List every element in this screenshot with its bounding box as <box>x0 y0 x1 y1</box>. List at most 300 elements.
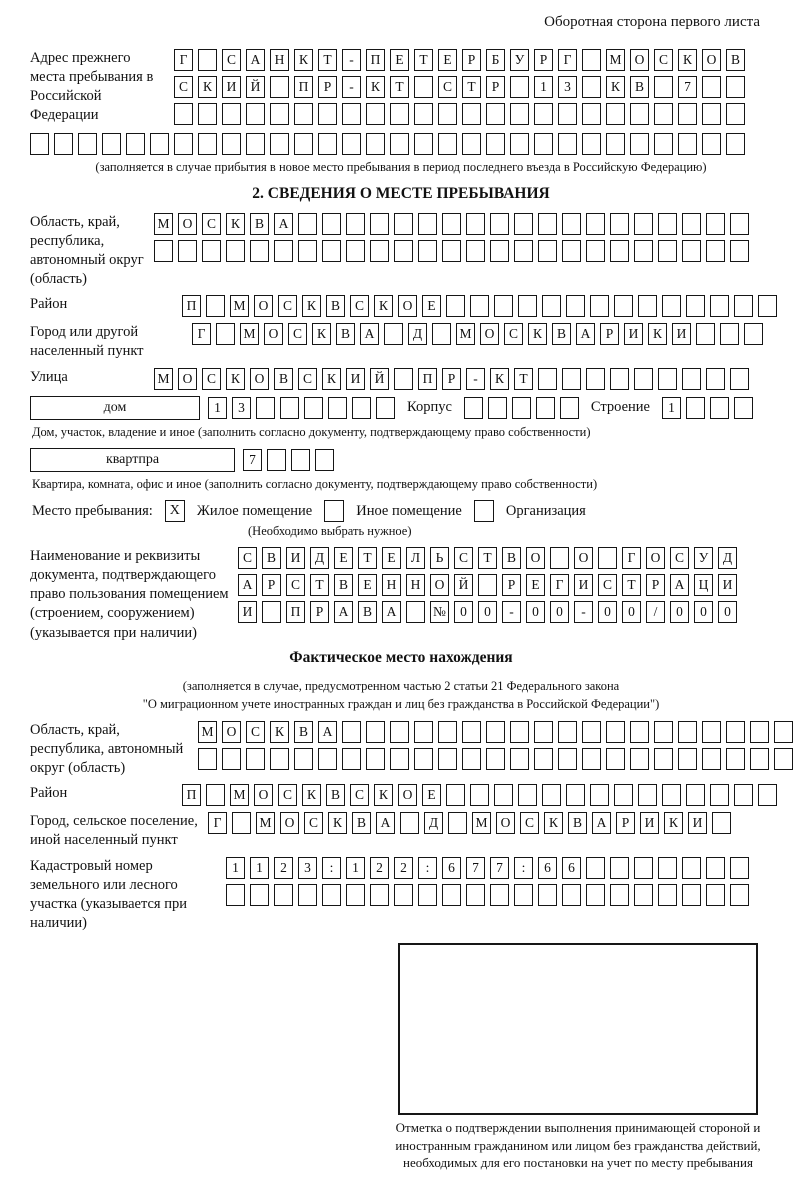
form-cell[interactable] <box>462 133 481 155</box>
form-cell[interactable]: 0 <box>622 601 641 623</box>
form-cell[interactable]: К <box>528 323 547 345</box>
form-cell[interactable]: 2 <box>274 857 293 879</box>
form-cell[interactable] <box>682 240 701 262</box>
form-cell[interactable] <box>562 213 581 235</box>
form-cell[interactable] <box>318 103 337 125</box>
form-cell[interactable]: Р <box>486 76 505 98</box>
form-cell[interactable] <box>630 721 649 743</box>
form-cell[interactable] <box>630 133 649 155</box>
form-cell[interactable] <box>606 748 625 770</box>
form-cell[interactable]: Т <box>478 547 497 569</box>
form-cell[interactable] <box>534 103 553 125</box>
form-cell[interactable] <box>706 857 725 879</box>
form-cell[interactable] <box>558 133 577 155</box>
form-cell[interactable]: 0 <box>478 601 497 623</box>
form-cell[interactable] <box>662 295 681 317</box>
form-cell[interactable]: О <box>178 368 197 390</box>
form-cell[interactable] <box>322 213 341 235</box>
form-cell[interactable]: Д <box>718 547 737 569</box>
form-cell[interactable] <box>696 323 715 345</box>
form-cell[interactable] <box>510 103 529 125</box>
form-cell[interactable] <box>566 295 585 317</box>
form-cell[interactable] <box>710 397 729 419</box>
form-cell[interactable] <box>198 133 217 155</box>
form-cell[interactable] <box>206 295 225 317</box>
form-cell[interactable] <box>30 133 49 155</box>
form-cell[interactable] <box>486 748 505 770</box>
form-cell[interactable] <box>280 397 299 419</box>
form-cell[interactable] <box>376 397 395 419</box>
form-cell[interactable]: Г <box>622 547 641 569</box>
form-cell[interactable]: Е <box>382 547 401 569</box>
form-cell[interactable]: В <box>358 601 377 623</box>
form-cell[interactable] <box>390 133 409 155</box>
form-cell[interactable] <box>534 721 553 743</box>
form-cell[interactable]: 6 <box>442 857 461 879</box>
form-cell[interactable] <box>510 133 529 155</box>
form-cell[interactable] <box>494 784 513 806</box>
form-cell[interactable] <box>536 397 555 419</box>
form-cell[interactable] <box>270 76 289 98</box>
form-cell[interactable] <box>582 748 601 770</box>
form-cell[interactable] <box>342 721 361 743</box>
checkbox-other-premises[interactable] <box>324 500 344 522</box>
form-cell[interactable] <box>562 884 581 906</box>
form-cell[interactable]: Г <box>208 812 227 834</box>
form-cell[interactable] <box>562 240 581 262</box>
form-cell[interactable]: М <box>240 323 259 345</box>
form-cell[interactable] <box>558 103 577 125</box>
form-cell[interactable] <box>514 213 533 235</box>
form-cell[interactable] <box>510 721 529 743</box>
form-cell[interactable] <box>256 397 275 419</box>
form-cell[interactable]: И <box>286 547 305 569</box>
form-cell[interactable]: Б <box>486 49 505 71</box>
form-cell[interactable] <box>730 857 749 879</box>
form-cell[interactable] <box>394 240 413 262</box>
form-cell[interactable]: В <box>336 323 355 345</box>
form-cell[interactable] <box>246 748 265 770</box>
form-cell[interactable] <box>658 857 677 879</box>
form-cell[interactable] <box>390 748 409 770</box>
form-cell[interactable]: 2 <box>394 857 413 879</box>
form-cell[interactable]: С <box>286 574 305 596</box>
form-cell[interactable] <box>270 133 289 155</box>
form-cell[interactable] <box>462 103 481 125</box>
form-cell[interactable] <box>366 103 385 125</box>
form-cell[interactable] <box>702 103 721 125</box>
form-cell[interactable] <box>298 213 317 235</box>
form-cell[interactable] <box>634 884 653 906</box>
form-cell[interactable] <box>630 748 649 770</box>
form-cell[interactable] <box>678 133 697 155</box>
form-cell[interactable]: С <box>288 323 307 345</box>
form-cell[interactable] <box>710 784 729 806</box>
form-cell[interactable] <box>678 748 697 770</box>
form-cell[interactable] <box>206 784 225 806</box>
form-cell[interactable]: В <box>552 323 571 345</box>
form-cell[interactable] <box>298 884 317 906</box>
form-cell[interactable] <box>366 721 385 743</box>
form-cell[interactable]: А <box>360 323 379 345</box>
form-cell[interactable]: И <box>718 574 737 596</box>
form-cell[interactable] <box>610 213 629 235</box>
form-cell[interactable]: Ц <box>694 574 713 596</box>
form-cell[interactable] <box>262 601 281 623</box>
form-cell[interactable]: С <box>278 784 297 806</box>
form-cell[interactable]: К <box>302 295 321 317</box>
form-cell[interactable]: 0 <box>526 601 545 623</box>
form-cell[interactable]: Р <box>646 574 665 596</box>
form-cell[interactable] <box>654 133 673 155</box>
form-cell[interactable] <box>478 574 497 596</box>
form-cell[interactable] <box>466 884 485 906</box>
form-cell[interactable] <box>490 240 509 262</box>
form-cell[interactable]: В <box>326 784 345 806</box>
form-cell[interactable] <box>370 884 389 906</box>
form-cell[interactable]: К <box>328 812 347 834</box>
form-cell[interactable]: С <box>222 49 241 71</box>
form-cell[interactable] <box>720 323 739 345</box>
form-cell[interactable]: В <box>334 574 353 596</box>
form-cell[interactable]: И <box>624 323 643 345</box>
form-cell[interactable]: 1 <box>346 857 365 879</box>
form-cell[interactable]: С <box>278 295 297 317</box>
form-cell[interactable]: В <box>250 213 269 235</box>
form-cell[interactable]: А <box>382 601 401 623</box>
form-cell[interactable] <box>446 295 465 317</box>
form-cell[interactable] <box>466 213 485 235</box>
form-cell[interactable] <box>586 368 605 390</box>
form-cell[interactable]: М <box>606 49 625 71</box>
form-cell[interactable] <box>294 748 313 770</box>
form-cell[interactable] <box>102 133 121 155</box>
form-cell[interactable] <box>154 240 173 262</box>
form-cell[interactable]: К <box>374 295 393 317</box>
form-cell[interactable] <box>542 295 561 317</box>
form-cell[interactable]: Д <box>408 323 427 345</box>
form-cell[interactable]: К <box>374 784 393 806</box>
form-cell[interactable]: О <box>254 784 273 806</box>
form-cell[interactable] <box>514 884 533 906</box>
form-cell[interactable] <box>470 295 489 317</box>
form-cell[interactable]: 0 <box>670 601 689 623</box>
form-cell[interactable]: К <box>664 812 683 834</box>
form-cell[interactable]: Т <box>310 574 329 596</box>
form-cell[interactable] <box>442 240 461 262</box>
form-cell[interactable] <box>730 213 749 235</box>
form-cell[interactable]: И <box>688 812 707 834</box>
form-cell[interactable] <box>394 368 413 390</box>
form-cell[interactable]: П <box>294 76 313 98</box>
form-cell[interactable] <box>686 397 705 419</box>
form-cell[interactable] <box>198 748 217 770</box>
form-cell[interactable]: - <box>466 368 485 390</box>
form-cell[interactable] <box>582 133 601 155</box>
form-cell[interactable] <box>494 295 513 317</box>
form-cell[interactable] <box>682 857 701 879</box>
form-cell[interactable]: С <box>350 784 369 806</box>
form-cell[interactable] <box>442 884 461 906</box>
form-cell[interactable] <box>538 213 557 235</box>
form-cell[interactable]: О <box>646 547 665 569</box>
form-cell[interactable]: И <box>222 76 241 98</box>
form-cell[interactable] <box>706 240 725 262</box>
form-cell[interactable]: К <box>270 721 289 743</box>
form-cell[interactable]: О <box>702 49 721 71</box>
form-cell[interactable] <box>658 884 677 906</box>
form-cell[interactable]: 6 <box>562 857 581 879</box>
form-cell[interactable]: И <box>640 812 659 834</box>
form-cell[interactable]: К <box>198 76 217 98</box>
form-cell[interactable] <box>328 397 347 419</box>
form-cell[interactable] <box>560 397 579 419</box>
form-cell[interactable] <box>78 133 97 155</box>
form-cell[interactable] <box>462 748 481 770</box>
form-cell[interactable]: И <box>672 323 691 345</box>
form-cell[interactable] <box>702 721 721 743</box>
form-cell[interactable]: К <box>366 76 385 98</box>
form-cell[interactable]: В <box>568 812 587 834</box>
form-cell[interactable] <box>322 884 341 906</box>
form-cell[interactable] <box>246 103 265 125</box>
form-cell[interactable]: П <box>366 49 385 71</box>
form-cell[interactable]: 3 <box>232 397 251 419</box>
form-cell[interactable]: Г <box>550 574 569 596</box>
form-cell[interactable]: 1 <box>250 857 269 879</box>
form-cell[interactable] <box>702 133 721 155</box>
form-cell[interactable] <box>590 784 609 806</box>
form-cell[interactable]: / <box>646 601 665 623</box>
form-cell[interactable]: О <box>398 295 417 317</box>
form-cell[interactable] <box>394 884 413 906</box>
form-cell[interactable]: Г <box>174 49 193 71</box>
checkbox-organization[interactable] <box>474 500 494 522</box>
form-cell[interactable]: Е <box>526 574 545 596</box>
form-cell[interactable] <box>744 323 763 345</box>
form-cell[interactable]: С <box>454 547 473 569</box>
form-cell[interactable]: Н <box>382 574 401 596</box>
form-cell[interactable] <box>550 547 569 569</box>
form-cell[interactable] <box>582 49 601 71</box>
form-cell[interactable] <box>678 103 697 125</box>
form-cell[interactable]: А <box>334 601 353 623</box>
form-cell[interactable] <box>346 884 365 906</box>
form-cell[interactable] <box>610 884 629 906</box>
form-cell[interactable]: П <box>182 295 201 317</box>
form-cell[interactable] <box>390 103 409 125</box>
form-cell[interactable] <box>198 49 217 71</box>
form-cell[interactable]: В <box>262 547 281 569</box>
form-cell[interactable] <box>662 784 681 806</box>
form-cell[interactable] <box>366 133 385 155</box>
form-cell[interactable]: А <box>376 812 395 834</box>
form-cell[interactable] <box>706 884 725 906</box>
form-cell[interactable] <box>226 240 245 262</box>
form-cell[interactable] <box>758 784 777 806</box>
form-cell[interactable]: Т <box>622 574 641 596</box>
form-cell[interactable] <box>267 449 286 471</box>
form-cell[interactable] <box>534 748 553 770</box>
form-cell[interactable]: М <box>154 368 173 390</box>
form-cell[interactable] <box>634 368 653 390</box>
form-cell[interactable] <box>366 748 385 770</box>
form-cell[interactable]: Г <box>192 323 211 345</box>
form-cell[interactable]: О <box>398 784 417 806</box>
form-cell[interactable] <box>438 133 457 155</box>
form-cell[interactable]: 6 <box>538 857 557 879</box>
form-cell[interactable] <box>250 884 269 906</box>
form-cell[interactable]: С <box>438 76 457 98</box>
form-cell[interactable] <box>510 76 529 98</box>
form-cell[interactable]: В <box>726 49 745 71</box>
form-cell[interactable]: 1 <box>534 76 553 98</box>
form-cell[interactable] <box>598 547 617 569</box>
form-cell[interactable] <box>370 240 389 262</box>
form-cell[interactable]: Й <box>246 76 265 98</box>
form-cell[interactable]: 7 <box>243 449 262 471</box>
form-cell[interactable] <box>490 884 509 906</box>
form-cell[interactable] <box>702 748 721 770</box>
form-cell[interactable] <box>318 133 337 155</box>
form-cell[interactable]: Т <box>358 547 377 569</box>
form-cell[interactable] <box>291 449 310 471</box>
form-cell[interactable]: К <box>322 368 341 390</box>
form-cell[interactable] <box>246 133 265 155</box>
form-cell[interactable]: Р <box>310 601 329 623</box>
form-cell[interactable] <box>486 133 505 155</box>
form-cell[interactable]: Т <box>390 76 409 98</box>
form-cell[interactable] <box>315 449 334 471</box>
form-cell[interactable] <box>438 748 457 770</box>
form-cell[interactable]: П <box>418 368 437 390</box>
form-cell[interactable]: О <box>222 721 241 743</box>
form-cell[interactable]: 0 <box>694 601 713 623</box>
form-cell[interactable]: О <box>480 323 499 345</box>
form-cell[interactable]: А <box>592 812 611 834</box>
form-cell[interactable] <box>250 240 269 262</box>
form-cell[interactable] <box>726 133 745 155</box>
form-cell[interactable] <box>586 857 605 879</box>
form-cell[interactable] <box>586 240 605 262</box>
form-cell[interactable]: Н <box>406 574 425 596</box>
form-cell[interactable]: В <box>352 812 371 834</box>
form-cell[interactable] <box>726 748 745 770</box>
form-cell[interactable] <box>712 812 731 834</box>
form-cell[interactable]: А <box>274 213 293 235</box>
form-cell[interactable]: С <box>520 812 539 834</box>
form-cell[interactable] <box>774 748 793 770</box>
form-cell[interactable] <box>370 213 389 235</box>
form-cell[interactable]: Д <box>424 812 443 834</box>
form-cell[interactable] <box>518 295 537 317</box>
form-cell[interactable] <box>318 748 337 770</box>
form-cell[interactable]: С <box>238 547 257 569</box>
form-cell[interactable] <box>614 295 633 317</box>
form-cell[interactable] <box>226 884 245 906</box>
form-cell[interactable]: С <box>298 368 317 390</box>
form-cell[interactable]: - <box>342 76 361 98</box>
form-cell[interactable] <box>202 240 221 262</box>
form-cell[interactable]: 3 <box>558 76 577 98</box>
form-cell[interactable] <box>174 133 193 155</box>
form-cell[interactable] <box>406 601 425 623</box>
form-cell[interactable] <box>682 884 701 906</box>
form-cell[interactable] <box>342 133 361 155</box>
form-cell[interactable] <box>582 103 601 125</box>
form-cell[interactable] <box>414 76 433 98</box>
form-cell[interactable]: Й <box>370 368 389 390</box>
form-cell[interactable] <box>414 721 433 743</box>
form-cell[interactable]: № <box>430 601 449 623</box>
form-cell[interactable]: М <box>198 721 217 743</box>
form-cell[interactable]: 1 <box>226 857 245 879</box>
form-cell[interactable] <box>198 103 217 125</box>
form-cell[interactable] <box>470 784 489 806</box>
form-cell[interactable] <box>514 240 533 262</box>
form-cell[interactable] <box>232 812 251 834</box>
form-cell[interactable] <box>678 721 697 743</box>
form-cell[interactable] <box>610 368 629 390</box>
form-cell[interactable] <box>390 721 409 743</box>
form-cell[interactable] <box>538 884 557 906</box>
form-cell[interactable]: У <box>510 49 529 71</box>
form-cell[interactable] <box>774 721 793 743</box>
form-cell[interactable]: 7 <box>490 857 509 879</box>
form-cell[interactable]: 7 <box>678 76 697 98</box>
form-cell[interactable] <box>274 884 293 906</box>
form-cell[interactable] <box>686 784 705 806</box>
form-cell[interactable]: С <box>504 323 523 345</box>
form-cell[interactable]: О <box>254 295 273 317</box>
form-cell[interactable] <box>758 295 777 317</box>
form-cell[interactable] <box>558 748 577 770</box>
form-cell[interactable]: О <box>178 213 197 235</box>
form-cell[interactable] <box>488 397 507 419</box>
form-cell[interactable]: К <box>312 323 331 345</box>
form-cell[interactable] <box>490 213 509 235</box>
form-cell[interactable]: О <box>574 547 593 569</box>
form-cell[interactable] <box>438 103 457 125</box>
form-cell[interactable]: Р <box>616 812 635 834</box>
form-cell[interactable]: М <box>256 812 275 834</box>
form-cell[interactable]: Е <box>390 49 409 71</box>
form-cell[interactable] <box>418 213 437 235</box>
form-cell[interactable] <box>270 103 289 125</box>
form-cell[interactable]: В <box>630 76 649 98</box>
form-cell[interactable] <box>486 721 505 743</box>
form-cell[interactable]: Н <box>270 49 289 71</box>
form-cell[interactable] <box>400 812 419 834</box>
form-cell[interactable]: 0 <box>598 601 617 623</box>
form-cell[interactable]: Е <box>438 49 457 71</box>
form-cell[interactable] <box>682 213 701 235</box>
form-cell[interactable] <box>538 368 557 390</box>
form-cell[interactable]: Р <box>534 49 553 71</box>
form-cell[interactable]: В <box>502 547 521 569</box>
form-cell[interactable] <box>730 368 749 390</box>
form-cell[interactable]: Е <box>358 574 377 596</box>
form-cell[interactable]: Е <box>422 784 441 806</box>
form-cell[interactable] <box>274 240 293 262</box>
form-cell[interactable] <box>438 721 457 743</box>
form-cell[interactable] <box>566 784 585 806</box>
form-cell[interactable] <box>304 397 323 419</box>
form-cell[interactable] <box>750 721 769 743</box>
form-cell[interactable] <box>726 721 745 743</box>
apartment-type-box[interactable]: квартпра <box>30 448 235 472</box>
form-cell[interactable]: Т <box>514 368 533 390</box>
